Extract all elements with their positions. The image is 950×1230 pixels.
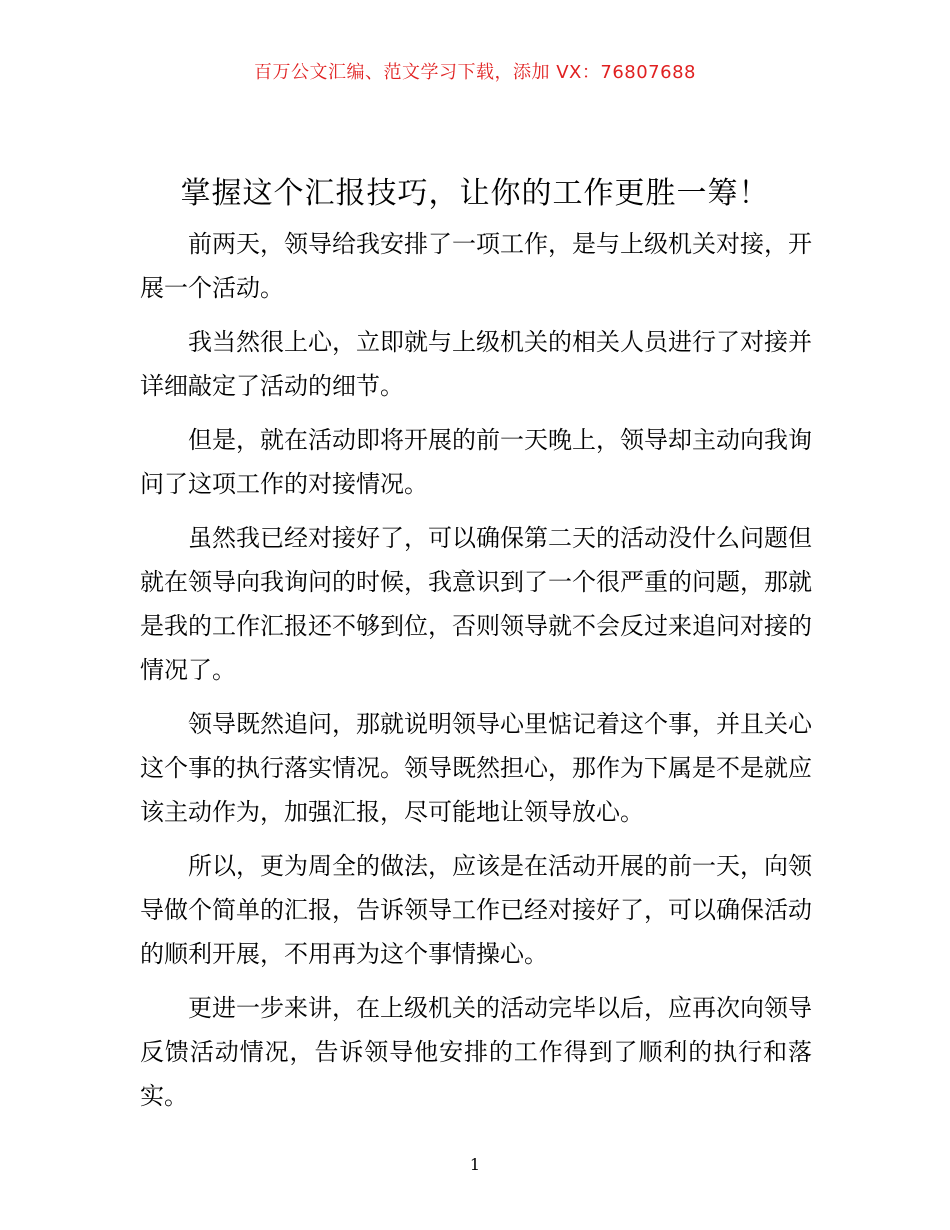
paragraph: 但是，就在活动即将开展的前一天晚上，领导却主动向我询问了这项工作的对接情况。	[140, 426, 812, 498]
paragraph: 领导既然追问，那就说明领导心里惦记着这个事，并且关心这个事的执行落实情况。领导既然担心，那作为下属是不是就应该主动作为，加强汇报，尽可能地让领导放心。	[140, 710, 812, 826]
document-body	[140, 222, 812, 1128]
header-promo-text: 百万公文汇编、范文学习下载，添加 VX：76807688	[254, 62, 696, 83]
paragraph: 所以，更为周全的做法，应该是在活动开展的前一天，向领导做个简单的汇报，告诉领导工作已经对接好了，可以确保活动的顺利开展，不用再为这个事情操心。	[140, 852, 812, 968]
page-number: 1	[469, 1155, 481, 1174]
paragraph: 我当然很上心，立即就与上级机关的相关人员进行了对接并详细敲定了活动的细节。	[140, 328, 812, 400]
paragraph: 虽然我已经对接好了，可以确保第二天的活动没什么问题但就在领导向我询问的时候，我意识到了一个很严重的问题，那就是我的工作汇报还不够到位，否则领导就不会反过来追问对接的情况了。	[140, 524, 812, 684]
paragraph: 前两天，领导给我安排了一项工作，是与上级机关对接，开展一个活动。	[140, 230, 812, 302]
document-title: 掌握这个汇报技巧，让你的工作更胜一筹！	[180, 176, 770, 211]
paragraph: 更进一步来讲，在上级机关的活动完毕以后，应再次向领导反馈活动情况，告诉领导他安排的工作得到了顺利的执行和落实。	[140, 994, 812, 1110]
